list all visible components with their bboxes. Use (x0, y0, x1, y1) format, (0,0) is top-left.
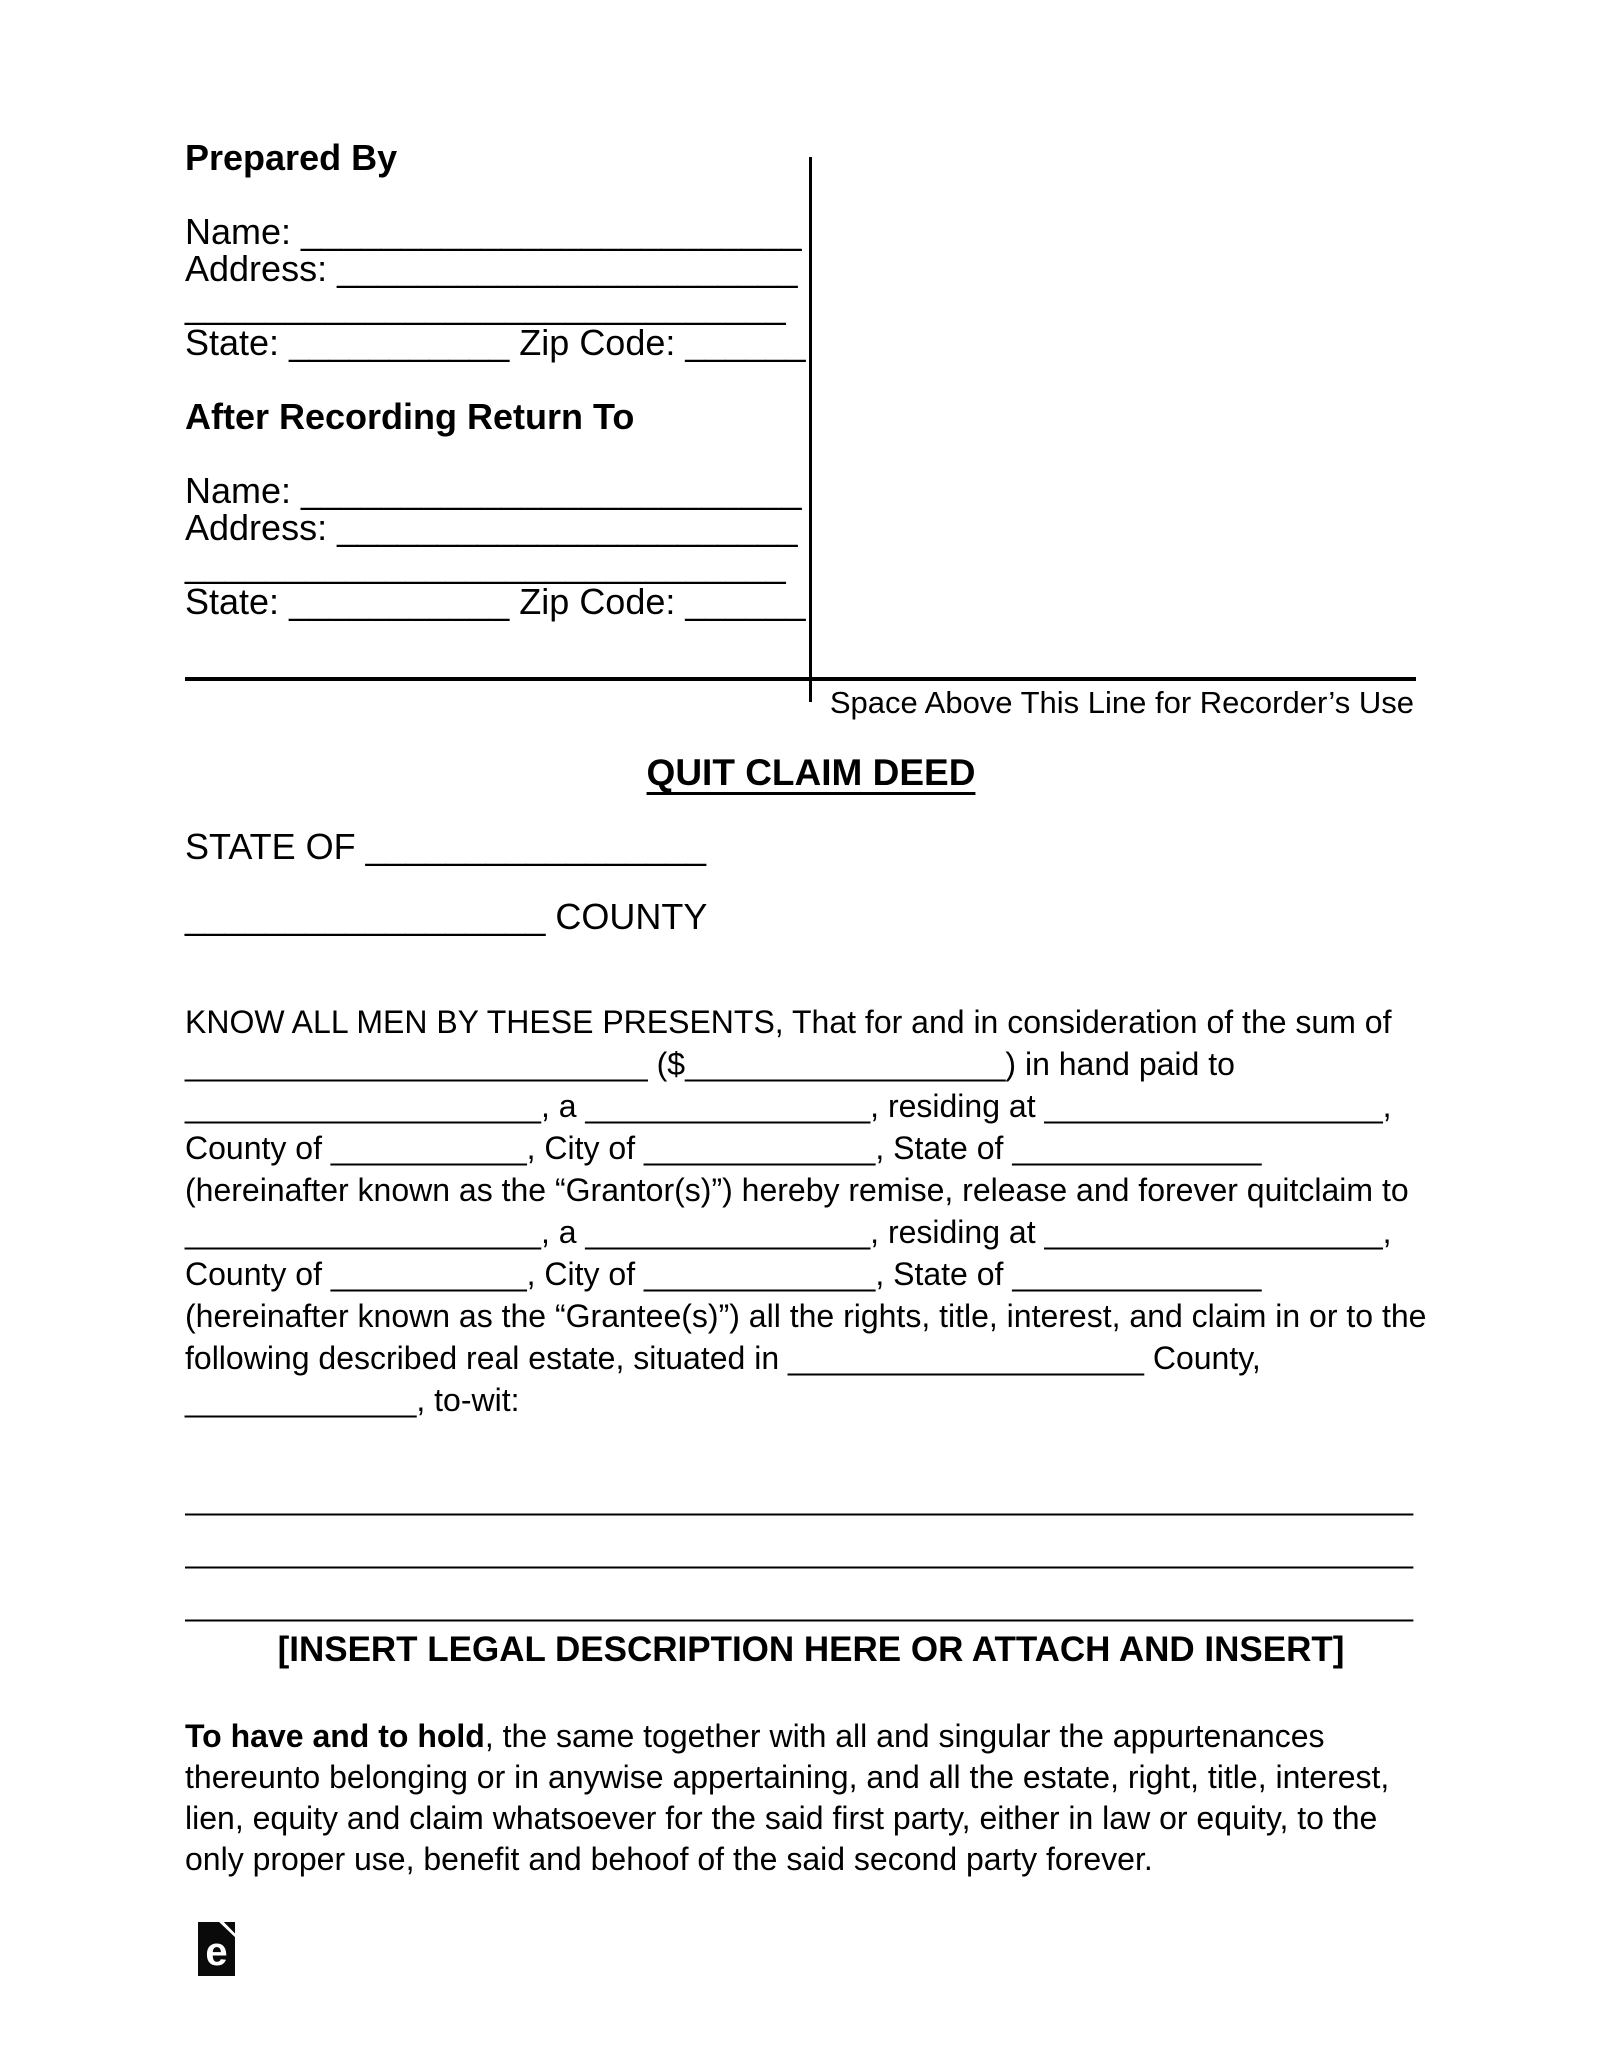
spacer (185, 361, 825, 398)
county-field: __________________ COUNTY (185, 896, 708, 937)
vertical-divider-line (809, 157, 812, 702)
habendum-lead: To have and to hold (185, 1718, 485, 1754)
state-of-field: STATE OF _________________ (185, 826, 707, 867)
return-to-name-field: Name: _________________________ (185, 470, 802, 511)
paragraph-line: __________________________ ($__________________) in hand paid to (185, 1046, 1235, 1082)
paragraph-line: thereunto belonging or in anywise appertaining, and all the estate, right, title, interest, (185, 1759, 1390, 1795)
paragraph-line: (hereinafter known as the “Grantor(s)”) hereby remise, release and forever quitclaim to (185, 1172, 1409, 1208)
paragraph-line: ____________________, a ________________, residing at ___________________, (185, 1214, 1392, 1250)
legal-description-caption: [INSERT LEGAL DESCRIPTION HERE OR ATTACH AND INSERT] (277, 1630, 1345, 1669)
paragraph-line (185, 1716, 1465, 1757)
paragraph-line: KNOW ALL MEN BY THESE PRESENTS, That for and in consideration of the sum of (185, 1004, 1392, 1040)
prepared-by-address2-field: ______________________________ (185, 285, 786, 326)
recorder-separator-line (185, 677, 1416, 681)
eforms-logo-letter: e (205, 1929, 228, 1974)
recording-header-block (185, 139, 825, 620)
return-to-state-zip-field: State: ___________ Zip Code: ______ (185, 581, 806, 622)
legal-description-blanks (185, 1472, 1445, 1631)
paragraph-line: County of ___________, City of _____________, State of ______________ (185, 1130, 1262, 1166)
return-to-address2-field: ______________________________ (185, 544, 786, 585)
prepared-by-state-zip-field: State: ___________ Zip Code: ______ (185, 322, 806, 363)
return-to-address-field: Address: _______________________ (185, 507, 798, 548)
paragraph-line: County of ___________, City of _____________, State of ______________ (185, 1256, 1262, 1292)
return-to-heading: After Recording Return To (185, 396, 635, 437)
granting-clause-paragraph (185, 1001, 1465, 1421)
habendum-lead-rest: , the same together with all and singular the appurtenances (484, 1718, 1325, 1754)
prepared-by-address-field: Address: _______________________ (185, 248, 798, 289)
spacer (185, 176, 825, 213)
legal-description-blank-line: _____________________________________________________________________ (185, 1533, 1413, 1569)
paragraph-line: lien, equity and claim whatsoever for the said first party, either in law or equity, to the (185, 1800, 1378, 1836)
paragraph-line: _____________, to-wit: (185, 1382, 520, 1418)
eforms-logo (198, 1922, 235, 1976)
habendum-paragraph (185, 1716, 1465, 1880)
paragraph-line: only proper use, benefit and behoof of the said second party forever. (185, 1841, 1153, 1877)
spacer (185, 435, 825, 472)
paragraph-line: following described real estate, situated in ____________________ County, (185, 1340, 1261, 1376)
paragraph-line: ____________________, a ________________, residing at ___________________, (185, 1088, 1392, 1124)
document-title: QUIT CLAIM DEED (646, 752, 976, 793)
prepared-by-heading: Prepared By (185, 137, 398, 178)
recorder-use-caption: Space Above This Line for Recorder’s Use (829, 685, 1414, 720)
paragraph-line: (hereinafter known as the “Grantee(s)”) all the rights, title, interest, and claim in or to the (185, 1298, 1427, 1334)
prepared-by-name-field: Name: _________________________ (185, 211, 802, 252)
legal-description-blank-line: _____________________________________________________________________ (185, 1586, 1413, 1622)
legal-description-blank-line: _____________________________________________________________________ (185, 1480, 1413, 1516)
